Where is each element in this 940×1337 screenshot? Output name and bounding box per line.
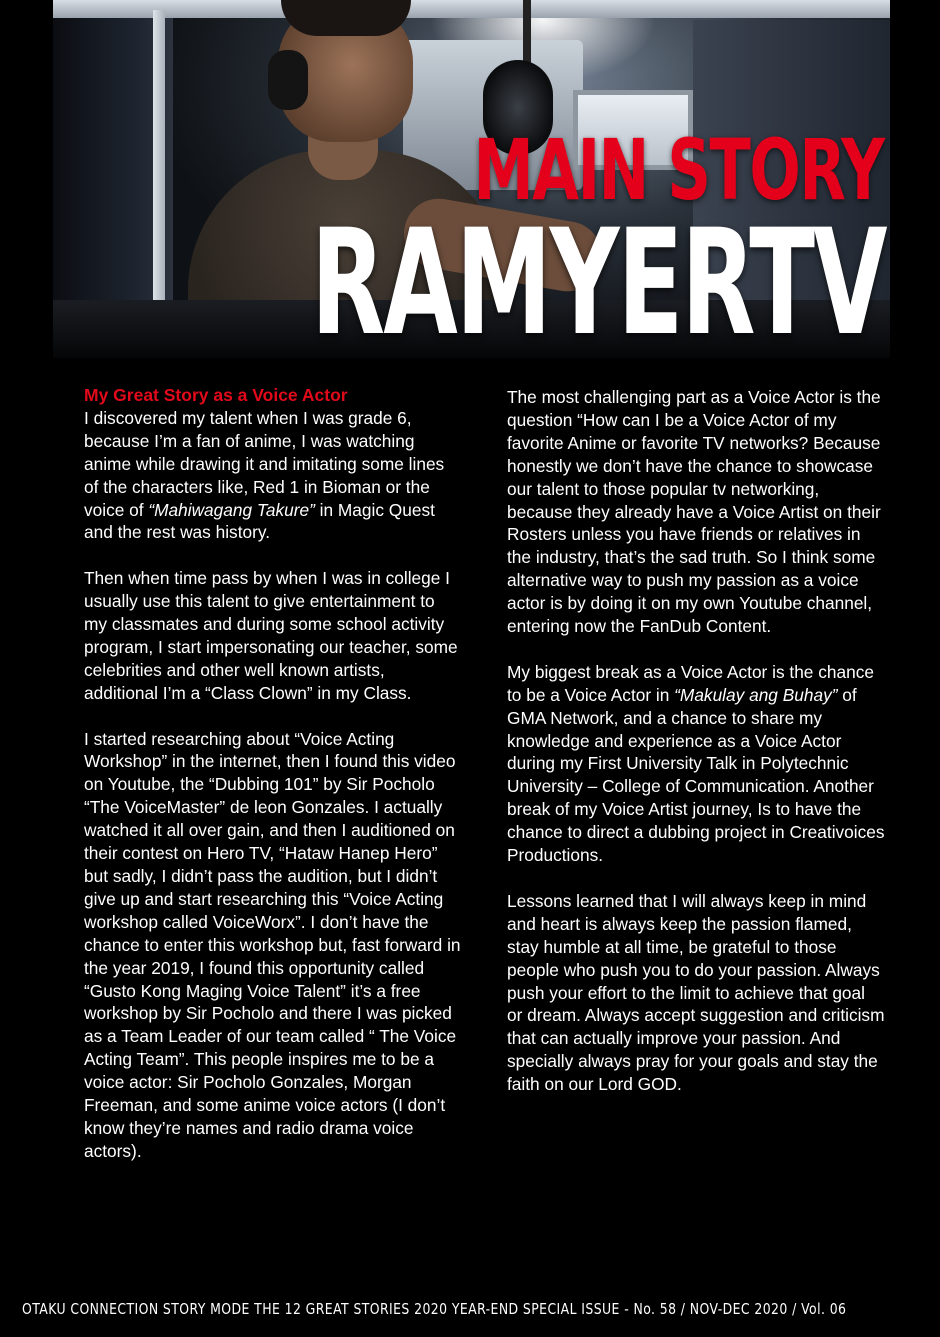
page-footer: OTAKU CONNECTION STORY MODE THE 12 GREAT STORIES 2020 YEAR-END SPECIAL ISSUE - No. 58 / NOV-DEC 2020 / Vol. 06 (22, 1300, 847, 1318)
paragraph: Lessons learned that I will always keep in mind and heart is always keep the passion flamed, stay humble at all time, be grateful to those people who push you to do your passion. Always push your effort to the limit to achieve that goal or dream. Always accept suggestion and criticism that can actually improve your passion. And specially always pray for your goals and stay the faith on our Lord GOD. (507, 890, 885, 1095)
emphasis-text: “Makulay ang Buhay” (674, 684, 838, 705)
paragraph-text: I discovered my talent when I was grade 6, because I’m a fan of anime, I was watching anime while drawing it and imitating some lines of the characters like, Red 1 in Bioman or the voice of (84, 407, 445, 520)
hero-photo (53, 0, 890, 358)
subject-name-title: RAMYERTV (311, 198, 886, 358)
paragraph (84, 407, 462, 544)
article-column-left (84, 384, 462, 1186)
paragraph-text: My biggest break as a Voice Actor is the chance to be a Voice Actor in (507, 661, 874, 705)
paragraph (507, 661, 885, 867)
article-column-right (507, 386, 885, 1119)
headphones-icon (268, 50, 308, 110)
article-heading: My Great Story as a Voice Actor (84, 385, 348, 405)
main-story-title: MAIN STORY (473, 121, 884, 219)
person-hair (281, 0, 411, 36)
paragraph: Then when time pass by when I was in college I usually use this talent to give entertainment to my classmates and during some school activity program, I start impersonating our teacher, some celebrities and other well known artists, additional I’m a “Class Clown” in my Class. (84, 568, 458, 703)
paragraph: The most challenging part as a Voice Actor is the question “How can I be a Voice Actor of my favorite Anime or favorite TV networks? Because honestly we don’t have the chance to showcase our talent to those popular tv networking, because they already have a Voice Artist on their Rosters unless you have friends or relatives in the industry, that’s the sad truth. So I think some alternative way to push my passion as a voice actor is by doing it on my own Youtube channel, entering now the FanDub Content. (507, 387, 881, 637)
mic-arm (523, 0, 531, 70)
paragraph: I started researching about “Voice Acting Workshop” in the internet, then I found this video on Youtube, the “Dubbing 101” by Sir Pocholo “The VoiceMaster” de leon Gonzales. I actually watched it all over gain, and then I auditioned on their contest on Hero TV, “Hataw Hanep Hero” but sadly, I didn’t pass the audition, but I didn’t give up and start researching this “Voice Acting workshop called VoiceWorx”. I don’t have the chance to enter this workshop but, fast forward in the year 2019, I found this opportunity called “Gusto Kong Maging Voice Talent” it’s a free workshop by Sir Pocholo and there I was picked as a Team Leader of our team called “ The Voice Acting Team”. This people inspires me to be a voice actor: Sir Pocholo Gonzales, Morgan Freeman, and some anime voice actors (I don’t know they’re names and radio drama voice actors). (84, 728, 461, 1161)
paragraph-text: in Magic Quest and the rest was history. (84, 499, 435, 543)
studio-frame-top (53, 0, 890, 18)
emphasis-text: “Mahiwagang Takure” (148, 499, 315, 520)
paragraph-text: of GMA Network, and a chance to share my knowledge and experience as a Voice Actor during my First University Talk in Polytechnic University – College of Communication. Another break of my Voice Artist journey, Is to have the chance to direct a dubbing project in Creativoices Productions. (507, 684, 885, 866)
studio-frame-left (153, 10, 165, 330)
